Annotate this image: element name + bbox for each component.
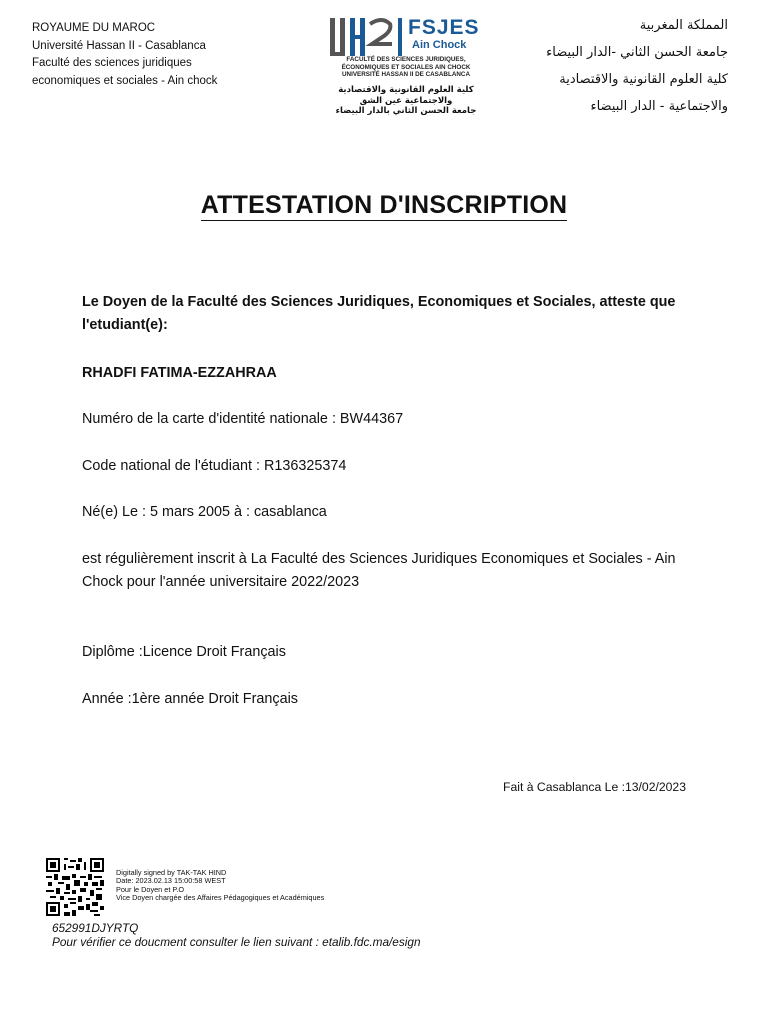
header-right-line: كلية العلوم القانونية والاقتصادية <box>559 72 728 87</box>
logo-sub: Ain Chock <box>412 39 467 51</box>
logo-fr-line: UNIVERSITÉ HASSAN II DE CASABLANCA <box>341 71 471 79</box>
logo-ar-line: والاجتماعية عين الشق <box>359 95 453 106</box>
header-left-line: Faculté des sciences juridiques <box>32 57 192 70</box>
logo-ar-line: كلية العلوم القانونية والاقتصادية <box>338 85 474 95</box>
header-right <box>546 12 728 120</box>
cin-line: Numéro de la carte d'identité nationale : BW44367 <box>82 411 404 427</box>
uh2c-logo-icon <box>326 16 412 58</box>
verification-link-text: Pour vérifier ce doucment consulter le lien suivant : etalib.fdc.ma/esign <box>52 935 421 949</box>
logo-fr-line: FACULTÉ DES SCIENCES JURIDIQUES, <box>346 56 466 63</box>
qr-code-icon <box>46 858 104 916</box>
header-right-line: المملكة المغربية <box>639 18 728 33</box>
header-left-line: Université Hassan II - Casablanca <box>32 39 206 52</box>
intro-text: Le Doyen de la Faculté des Sciences Juridiques, Economiques et Sociales, atteste que l'etudiant(e): <box>82 294 676 333</box>
student-name: RHADFI FATIMA-EZZAHRAA <box>82 365 277 381</box>
signature-line: Digitally signed by TAK-TAK HIND <box>116 868 227 877</box>
signature-line: Date: 2023.02.13 15:00:58 WEST <box>116 876 226 886</box>
university-logo <box>318 14 494 120</box>
signature-line: Pour le Doyen et P.O <box>116 884 185 894</box>
logo-fr-line: ÉCONOMIQUES ET SOCIALES AIN CHOCK <box>341 63 471 71</box>
birth-line: Né(e) Le : 5 mars 2005 à : casablanca <box>82 504 327 520</box>
annee-line: Année :1ère année Droit Français <box>82 691 298 707</box>
header-left <box>32 20 217 91</box>
header-right-line: جامعة الحسن الثاني -الدار البيضاء <box>546 45 728 60</box>
header-left-line: economiques et sociales - Ain chock <box>32 75 218 88</box>
verification-code: 652991DJYRTQ <box>52 921 139 935</box>
logo-ar-text <box>318 85 494 117</box>
header-left-line: ROYAUME DU MAROC <box>32 22 156 34</box>
document-title <box>0 191 768 220</box>
fait-line: Fait à Casablanca Le :13/02/2023 <box>503 780 686 794</box>
header-right-line: والاجتماعية - الدار البيضاء <box>590 99 728 114</box>
statement-text: est régulièrement inscrit à La Faculté des Sciences Juridiques Economiques et Sociales - Ain Chock pour l'année universitaire 2022/2023 <box>82 551 676 590</box>
logo-ar-line: جامعة الحسن الثاني بالدار البيضاء <box>335 106 477 116</box>
signature-line: Vice Doyen chargée des Affaires Pédagogiques et Académiques <box>116 893 325 903</box>
code-national-line: Code national de l'étudiant : R136325374 <box>82 458 347 474</box>
digital-signature <box>116 869 324 903</box>
document-title-text: ATTESTATION D'INSCRIPTION <box>200 191 568 219</box>
logo-fr-text <box>318 56 494 79</box>
diplome-line: Diplôme :Licence Droit Français <box>82 644 286 660</box>
logo-brand: FSJES <box>408 16 480 39</box>
